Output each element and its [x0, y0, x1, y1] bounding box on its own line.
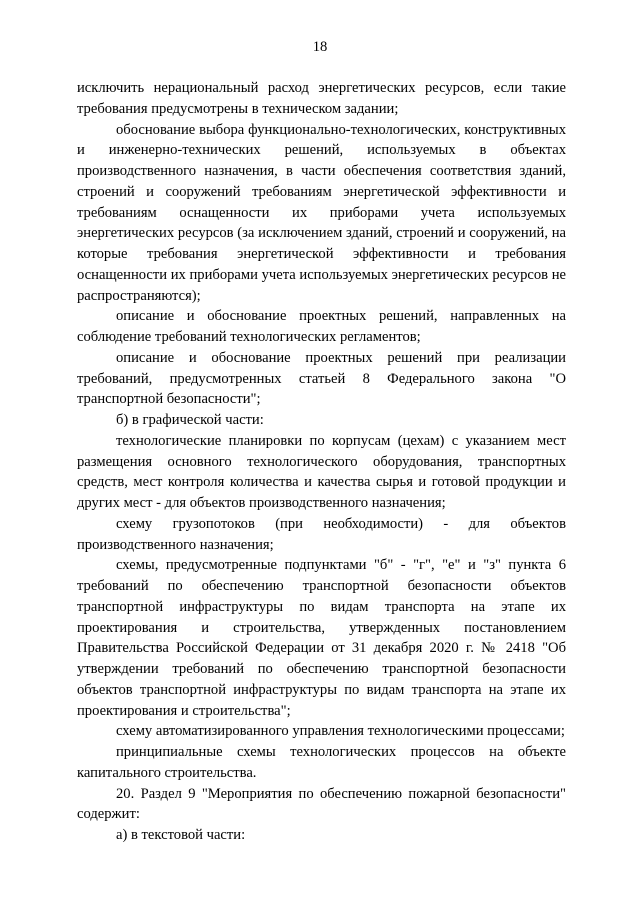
paragraph: схемы, предусмотренные подпунктами "б" - "г", "е" и "з" пункта 6 требований по обеспечению транспортной безопасности объектов транспортной инфраструктуры по видам транспорта на этапе их проектирования и строительства, утвержденных постановлением Правительства Российской Федерации от 31 декабря 2020 г. № 2418 "Об утверждении требований по обеспечению транспортной безопасности объектов транспортной инфраструктуры по видам транспорта на этапе их проектирования и строительства"; [77, 557, 566, 719]
paragraph: а) в текстовой части: [116, 827, 246, 843]
paragraph: описание и обоснование проектных решений при реализации требований, предусмотренных статьей 8 Федерального закона "О транспортной безопасности"; [77, 349, 566, 408]
paragraph: технологические планировки по корпусам (цехам) с указанием мест размещения основного технологического оборудования, транспортных средств, мест контроля количества и качества сырья и готовой продукции и других мест - для объектов производственного назначения; [77, 432, 566, 511]
paragraph: б) в графической части: [116, 412, 264, 428]
paragraph: описание и обоснование проектных решений, направленных на соблюдение требований технологических регламентов; [77, 308, 566, 345]
paragraph: обоснование выбора функционально-технологических, конструктивных и инженерно-технических решений, используемых в объектах производственного назначения, в части обеспечения соответствия зданий, строений и сооружений требованиям энергетической эффективности и требованиям оснащенности их приборами учета используемых энергетических ресурсов (за исключением зданий, строений и сооружений, на которые требования энергетической эффективности и требования оснащенности их приборами учета используемых энергетических ресурсов не распространяются); [77, 121, 566, 304]
paragraph-continuation: исключить нерациональный расход энергетических ресурсов, если такие требования предусмотрены в техническом задании; [77, 80, 566, 117]
paragraph: схему грузопотоков (при необходимости) - для объектов производственного назначения; [77, 515, 566, 553]
document-body [77, 78, 566, 846]
paragraph: схему автоматизированного управления технологическими процессами; [116, 723, 565, 740]
section-heading-paragraph: 20. Раздел 9 "Мероприятия по обеспечению пожарной безопасности" содержит: [77, 785, 566, 823]
page-number: 18 [312, 39, 328, 55]
paragraph: принципиальные схемы технологических процессов на объекте капитального строительства. [77, 744, 566, 781]
